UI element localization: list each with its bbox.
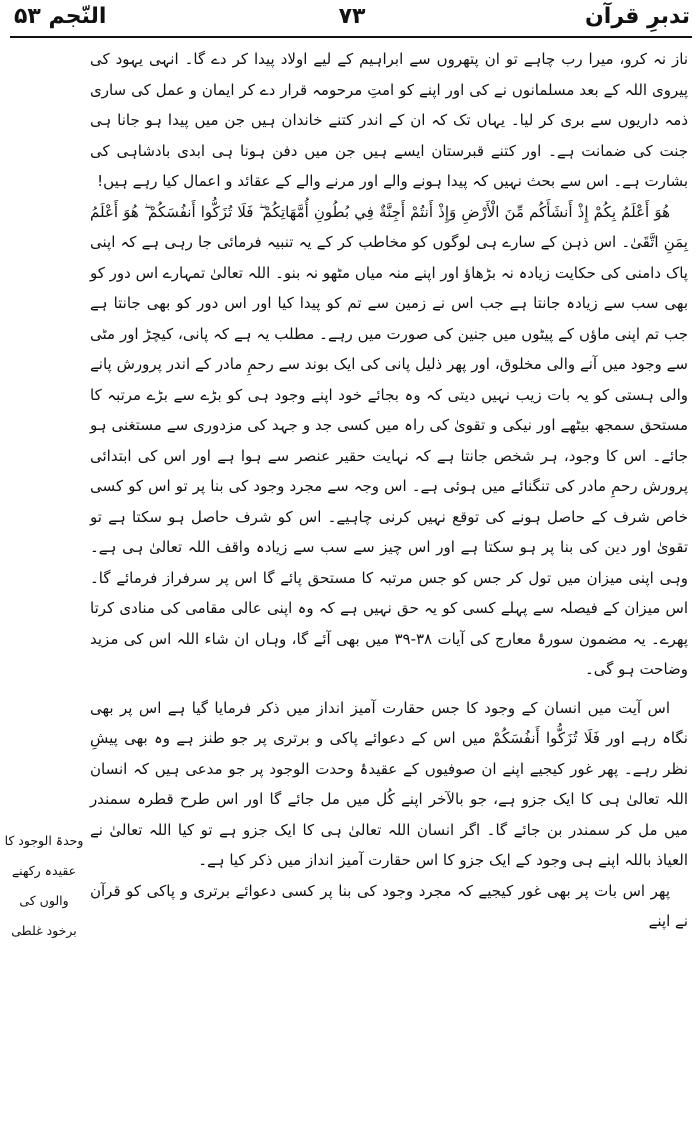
- paragraph-3-text: اس آیت میں انسان کے وجود کا جس حقارت آمیز انداز میں ذکر فرمایا گیا ہے اس پر بھی نگاہ رہے اور: [90, 698, 688, 747]
- paragraph-2-text: ۔ اس ذہن کے سارے ہی لوگوں کو مخاطب کر کے یہ تنبیہ فرمائی جا رہی ہے کہ اپنی پاک دامنی کی حکایت زیادہ نہ بڑھاؤ اور اپنے منہ میاں مٹھو نہ بنو۔ اللہ تعالیٰ تمہارے اس دور کو بھی سب سے زیادہ جانتا ہے جب اس نے زمین سے تم کو پیدا کیا اور اس دور کو بھی جانتا ہے جب تم اپنی ماؤں کے پیٹوں میں جنین کی صورت میں رہے۔ مطلب یہ ہے کہ پانی، کیچڑ اور مٹی سے وجود میں آنے والی مخلوق، اور پھر ذلیل پانی کی ایک بوند سے رحمِ مادر کے اندر پرورش پانے والی ہستی کو یہ بات زیب نہیں دیتی کہ وہ بجائے خود اپنے وجود ہی کو بڑے سے بڑے مرتبہ کا مستحق سمجھ بیٹھے اور نیکی و تقویٰ کی راہ میں کسی جد و جہد کی مزدوری سے مستغنی ہو جائے۔ اس کا وجود، ہر شخص جانتا ہے کہ نہایت حقیر عنصر سے ہوا ہے اور اس کی ابتدائی پرورش رحمِ مادر کی تنگنائے میں ہوئی ہے۔ اس وجہ سے مجرد وجود کی بنا پر تو اس کو کسی خاص شرف کے حاصل ہونے کی توقع نہیں کرنی چاہیے۔ اس کو شرف حاصل ہو سکتا ہے تو تقویٰ اور دین کی بنا پر ہو سکتا ہے اور اس چیز سے سب سے زیادہ واقف اللہ تعالیٰ ہی ہے۔ وہی اپنی میزان میں تول کر جس کو جس مرتبہ کا مستحق پائے گا اس پر سرفراز فرمائے گا۔ اس میزان کے فیصلہ سے پہلے کسی کو یہ حق نہیں ہے کہ وہ اپنی عالی مقامی کی منادی کرتا پھرے۔ یہ مضمون سورۂ معارج کی آیات ۳۸-۳۹ میں بھی آئے گا، وہاں ان شاء اللہ اس کی مزید وضاحت ہو گی۔: [90, 233, 688, 678]
- page-header: [14, 4, 690, 40]
- main-text: [90, 44, 688, 937]
- paragraph-4: [90, 876, 688, 937]
- paragraph-4-text: پھر اس بات پر بھی غور کیجیے کہ مجرد وجود کی بنا پر کسی دعوائے برتری و پاکی کو قرآن نے اپنے: [90, 881, 688, 930]
- margin-note-line: وحدۃ الوجود کا: [4, 833, 84, 848]
- paragraph-1-text: ناز نہ کرو، میرا رب چاہے تو ان پتھروں سے ابراہیم کے لیے اولاد پیدا کر دے گا۔ انہی یہود کی پیروی اللہ کے بعد مسلمانوں نے کی اور اپنے کو امتِ مرحومہ قرار دے کر ایمان و عمل کی ساری ذمہ داریوں سے بری کر لیا۔ یہاں تک کہ ان کے اندر کتنے خاندان ہیں جن میں پیدا ہو جانا ہی جنت کی ضمانت ہے۔ اور کتنے قبرستان ایسے ہیں جن میں دفن ہونا ہی ابدی بادشاہی کی بشارت ہے۔ اس سے بحث نہیں کہ پیدا ہونے والے اور مرنے والے کے عقائد و اعمال کیا رہے ہیں!: [90, 50, 688, 190]
- paragraph-2: [90, 197, 688, 685]
- margin-note-line: والوں کی: [19, 893, 69, 908]
- quran-phrase: فَلَا تُزَكُّوا أَنفُسَكُمْ: [492, 729, 600, 747]
- margin-note: [4, 826, 84, 946]
- surah-reference: النّجم ۵۳: [14, 4, 107, 29]
- paragraph-3: [90, 693, 688, 876]
- paragraph-3-text-after: میں اس کے دعوائے پاکی و برتری پر جو طنز ہے وہ بھی پیشِ نظر رہے۔ پھر غور کیجیے اپنے ان صوفیوں کے عقیدۂ وحدت الوجود پر جو مدعی ہیں کہ انسان اللہ تعالیٰ ہی کا ایک جزو ہے، جو بالآخر اپنے کُل میں مل جائے گا اور اس طرح قطرہ سمندر میں مل کر سمندر بن جائے گا۔ اگر انسان اللہ تعالیٰ ہی کا ایک جزو ہے تو کیا اللہ تعالیٰ نے العیاذ باللہ اپنے ہی وجود کے ایک جزو کا اس حقارت آمیز انداز میں ذکر کیا ہے۔: [90, 729, 688, 869]
- margin-note-line: برخود غلطی: [11, 923, 77, 938]
- header-rule: [10, 36, 692, 38]
- page-number: ۷۳: [338, 4, 366, 29]
- paragraph-1: [90, 44, 688, 197]
- quran-verse: هُوَ أَعْلَمُ بِكُمْ إِذْ أَنشَأَكُم مِّنَ الْأَرْضِ وَإِذْ أَنتُمْ أَجِنَّةٌ فِي بُطُونِ أُمَّهَاتِكُمْ ۖ فَلَا تُزَكُّوا أَنفُسَكُمْ ۖ هُوَ أَعْلَمُ بِمَنِ اتَّقَىٰ: [90, 202, 688, 251]
- margin-note-line: عقیدہ رکھنے: [11, 863, 77, 878]
- book-title: تدبرِ قرآن: [585, 4, 690, 29]
